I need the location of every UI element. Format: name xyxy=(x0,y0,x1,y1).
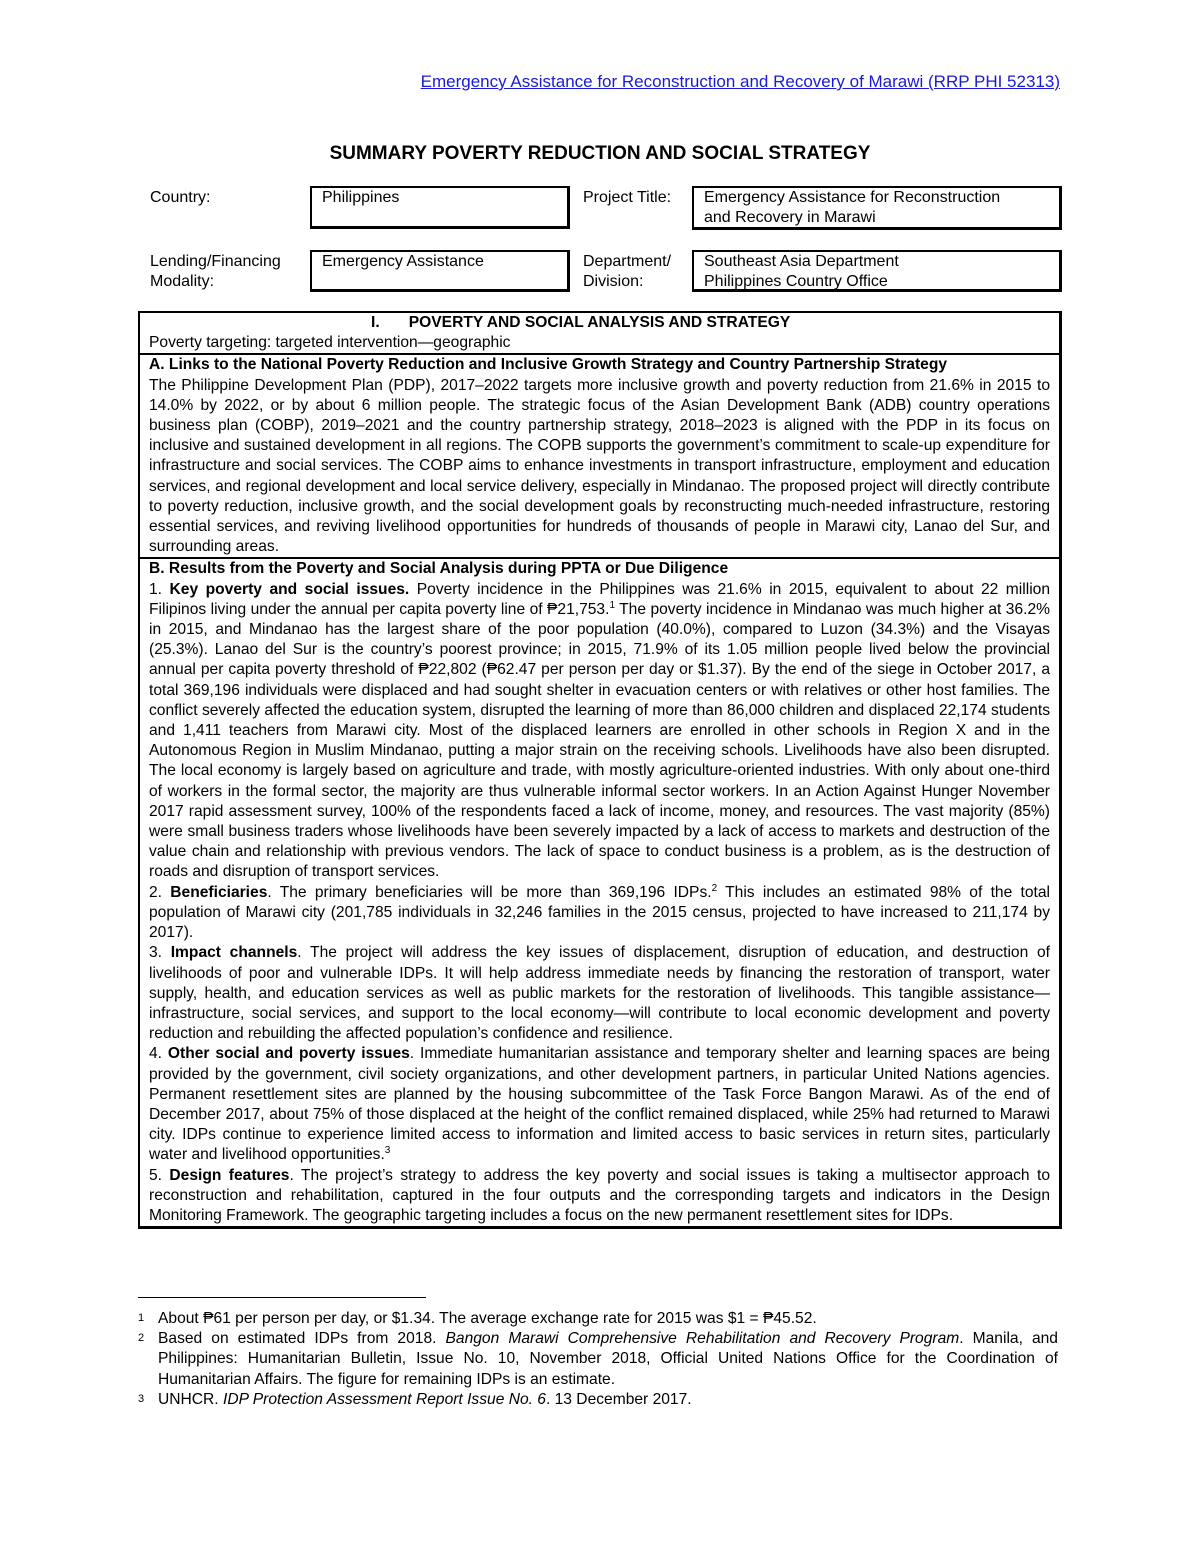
department-line1: Southeast Asia Department xyxy=(704,253,899,270)
modality-label xyxy=(150,252,281,292)
header-document-link[interactable]: Emergency Assistance for Reconstruction and Recovery of Marawi (RRP PHI 52313) xyxy=(420,72,1060,91)
footnotes xyxy=(138,1309,1058,1410)
paragraph-title: Design features xyxy=(169,1166,290,1184)
poverty-targeting: Poverty targeting: targeted intervention—geographic xyxy=(149,334,511,352)
paragraph-text: Poverty incidence in the Philippines was 21.6% in 2015, equivalent to about 22 million Filipinos living under the annual per capita poverty line of ₱21,753. xyxy=(149,580,1051,618)
footnote-mark: 1 xyxy=(138,1312,145,1324)
section-b-heading: B. Results from the Poverty and Social Analysis during PPTA or Due Diligence xyxy=(149,560,729,578)
paragraph-beneficiaries xyxy=(149,883,1050,944)
paragraph-text: . Immediate humanitarian assistance and temporary shelter and learning spaces are being provided by the government, civil society organizations, and other development partners, in particular United Nations agencies. Permanent resettlement sites are planned by the housing subcommittee of the Task Force Bangon Marawi. As of the end of December 2017, about 75% of those displaced at the height of the conflict remained displaced, while 25% had returned to Marawi city. IDPs continue to experience limited access to information and limited access to basic services in return sites, particularly water and livelihood opportunities. xyxy=(149,1045,1051,1164)
project-title-line2: and Recovery in Marawi xyxy=(704,209,876,226)
department-label-line1: Department/ xyxy=(583,253,672,270)
footnote-1 xyxy=(138,1309,1058,1329)
strategy-table xyxy=(138,311,1062,1229)
modality-label-line2: Modality: xyxy=(150,273,215,290)
paragraph-text: This includes an estimated 98% of the total population of Marawi city (201,785 individuals in 32,246 families in the 2015 census, projected to have increased to 211,174 by 2017). xyxy=(149,883,1050,942)
footnote-citation-title: IDP Protection Assessment Report Issue No. 6 xyxy=(222,1390,546,1408)
paragraph-impact-channels xyxy=(149,943,1050,1044)
paragraph-title: Other social and poverty issues xyxy=(167,1045,410,1063)
paragraph-number: 2. xyxy=(149,883,171,901)
paragraph-number: 3. xyxy=(149,944,171,962)
section-a-row xyxy=(140,355,1059,559)
footnote-ref[interactable]: 1 xyxy=(609,599,615,611)
footnote-text xyxy=(158,1390,1058,1410)
modality-value: Emergency Assistance xyxy=(322,253,484,270)
country-field xyxy=(310,186,570,229)
paragraph-title: Key poverty and social issues. xyxy=(169,580,410,598)
paragraph-title: Beneficiaries xyxy=(170,883,268,901)
country-value: Philippines xyxy=(322,189,400,206)
paragraph-text: The poverty incidence in Mindanao was much higher at 36.2% in 2015, and Mindanao has the largest share of the poor population (40.0%), compared to Luzon (34.3%) and the Visayas (25.3%). Lanao del Sur is the country’s poorest province; in 2015, 71.9% of its 1.05 million people lived below the provincial annual per capita poverty threshold of ₱22,802 (₱62.47 per person per day or $1.37). By the end of the siege in October 2017, a total 369,196 individuals were displaced and had sought shelter in evacuation centers or with relatives or other host families. The conflict severely affected the education system, disrupted the learning of more than 86,000 children and displaced 22,174 students and 1,411 teachers from Marawi city. Most of the displaced learners are enrolled in other schools in Region X and in the Autonomous Region in Muslim Mindanao, putting a major strain on the receiving schools. Livelihoods have also been disrupted. The local economy is largely based on agriculture and trade, with mostly agriculture-oriented industries. With only about one-third of workers in the formal sector, the majority are thus vulnerable informal sector workers. In an Action Against Hunger November 2017 rapid assessment survey, 100% of the respondents faced a lack of income, money, and resources. The vast majority (85%) were small business traders whose livelihoods have been severely impacted by a lack of access to markets and destruction of the value chain and relationship with previous vendors. The lack of space to conduct business is a problem, as is the destruction of roads and disruption of transport services. xyxy=(149,600,1050,881)
footnote-text-part: . 13 December 2017. xyxy=(545,1390,692,1408)
section-heading-row xyxy=(140,313,1059,355)
footnote-3 xyxy=(138,1390,1058,1410)
section-heading-text: POVERTY AND SOCIAL ANALYSIS AND STRATEGY xyxy=(408,314,791,331)
paragraph-number: 5. xyxy=(149,1166,170,1184)
paragraph-number: 1. xyxy=(149,580,170,598)
paragraph-title: Impact channels xyxy=(170,944,298,962)
footnote-text-part: . Manila, and Philippines: Humanitarian Bulletin, Issue No. 10, November 2018, Official United Nations Office for the Coordination of Humanitarian Affairs. The figure for remaining IDPs is an estimate. xyxy=(158,1330,1058,1388)
footnote-text-part: Based on estimated IDPs from 2018. xyxy=(158,1330,446,1348)
paragraph-design-features xyxy=(149,1166,1050,1227)
section-number: I. xyxy=(371,314,380,331)
country-label: Country: xyxy=(150,189,211,206)
footnote-separator xyxy=(138,1297,426,1298)
section-a-body: The Philippine Development Plan (PDP), 2017–2022 targets more inclusive growth and poverty reduction from 21.6% in 2015 to 14.0% by 2022, or by about 6 million people. The strategic focus of the Asian Development Bank (ADB) country operations business plan (COBP), 2019–2021 and the country partnership strategy, 2018–2023 is aligned with the PDP in its focus on inclusive and sustained development in all regions. The COPB supports the government’s commitment to scale-up expenditure for infrastructure and social services. The COBP aims to enhance investments in transport infrastructure, employment and education services, and regional development and local service delivery, especially in Mindanao. The proposed project will directly contribute to poverty reduction, inclusive growth, and the social development goals by reconstructing much-needed infrastructure, restoring essential services, and reviving livelihood opportunities for hundreds of thousands of people in Marawi city, Lanao del Sur, and surrounding areas. xyxy=(149,376,1050,556)
footnote-text xyxy=(158,1329,1058,1390)
project-title-field xyxy=(692,186,1062,230)
department-field xyxy=(692,250,1062,292)
project-title-label: Project Title: xyxy=(583,189,672,206)
section-a-heading: A. Links to the National Poverty Reduction and Inclusive Growth Strategy and Country Partnership Strategy xyxy=(149,356,948,374)
paragraph-number: 4. xyxy=(149,1045,168,1063)
modality-field xyxy=(310,250,570,292)
paragraph-text: . The project’s strategy to address the key poverty and social issues is taking a multisector approach to reconstruction and rehabilitation, captured in the four outputs and the corresponding targets and indicators in the Design Monitoring Framework. The geographic targeting includes a focus on the new permanent resettlement sites for IDPs. xyxy=(149,1166,1050,1224)
section-b-row xyxy=(140,559,1059,1226)
paragraph-text: . The project will address the key issues of displacement, disruption of education, and destruction of livelihoods of poor and vulnerable IDPs. It will help address immediate needs by financing the restoration of transport, water supply, health, and education services as well as public markets for the restoration of livelihoods. This tangible assistance—infrastructure, social services, and support to the local economy—will contribute to local economic development and poverty reduction and rebuilding the affected population’s confidence and resilience. xyxy=(149,944,1050,1043)
paragraph-key-issues xyxy=(149,580,1050,883)
section-heading xyxy=(149,313,1050,333)
footnote-ref[interactable]: 2 xyxy=(711,882,718,894)
modality-label-line1: Lending/Financing xyxy=(150,253,281,270)
footnote-text: About ₱61 per person per day, or $1.34. The average exchange rate for 2015 was $1 = ₱45.52. xyxy=(158,1310,817,1327)
department-label xyxy=(583,252,671,292)
document-title: SUMMARY POVERTY REDUCTION AND SOCIAL STRATEGY xyxy=(329,143,871,164)
footnote-2 xyxy=(138,1329,1058,1390)
footnote-ref[interactable]: 3 xyxy=(384,1145,391,1157)
department-label-line2: Division: xyxy=(583,273,644,290)
footnote-citation-title: Bangon Marawi Comprehensive Rehabilitation and Recovery Program xyxy=(445,1330,960,1348)
project-title-line1: Emergency Assistance for Reconstruction xyxy=(704,189,1001,206)
department-line2: Philippines Country Office xyxy=(704,273,888,290)
footnote-text-part: UNHCR. xyxy=(158,1390,223,1408)
footnote-mark: 2 xyxy=(138,1332,145,1345)
footnote-mark: 3 xyxy=(138,1392,145,1405)
paragraph-other-issues xyxy=(149,1044,1050,1165)
paragraph-text: . The primary beneficiaries will be more than 369,196 IDPs. xyxy=(267,883,712,901)
